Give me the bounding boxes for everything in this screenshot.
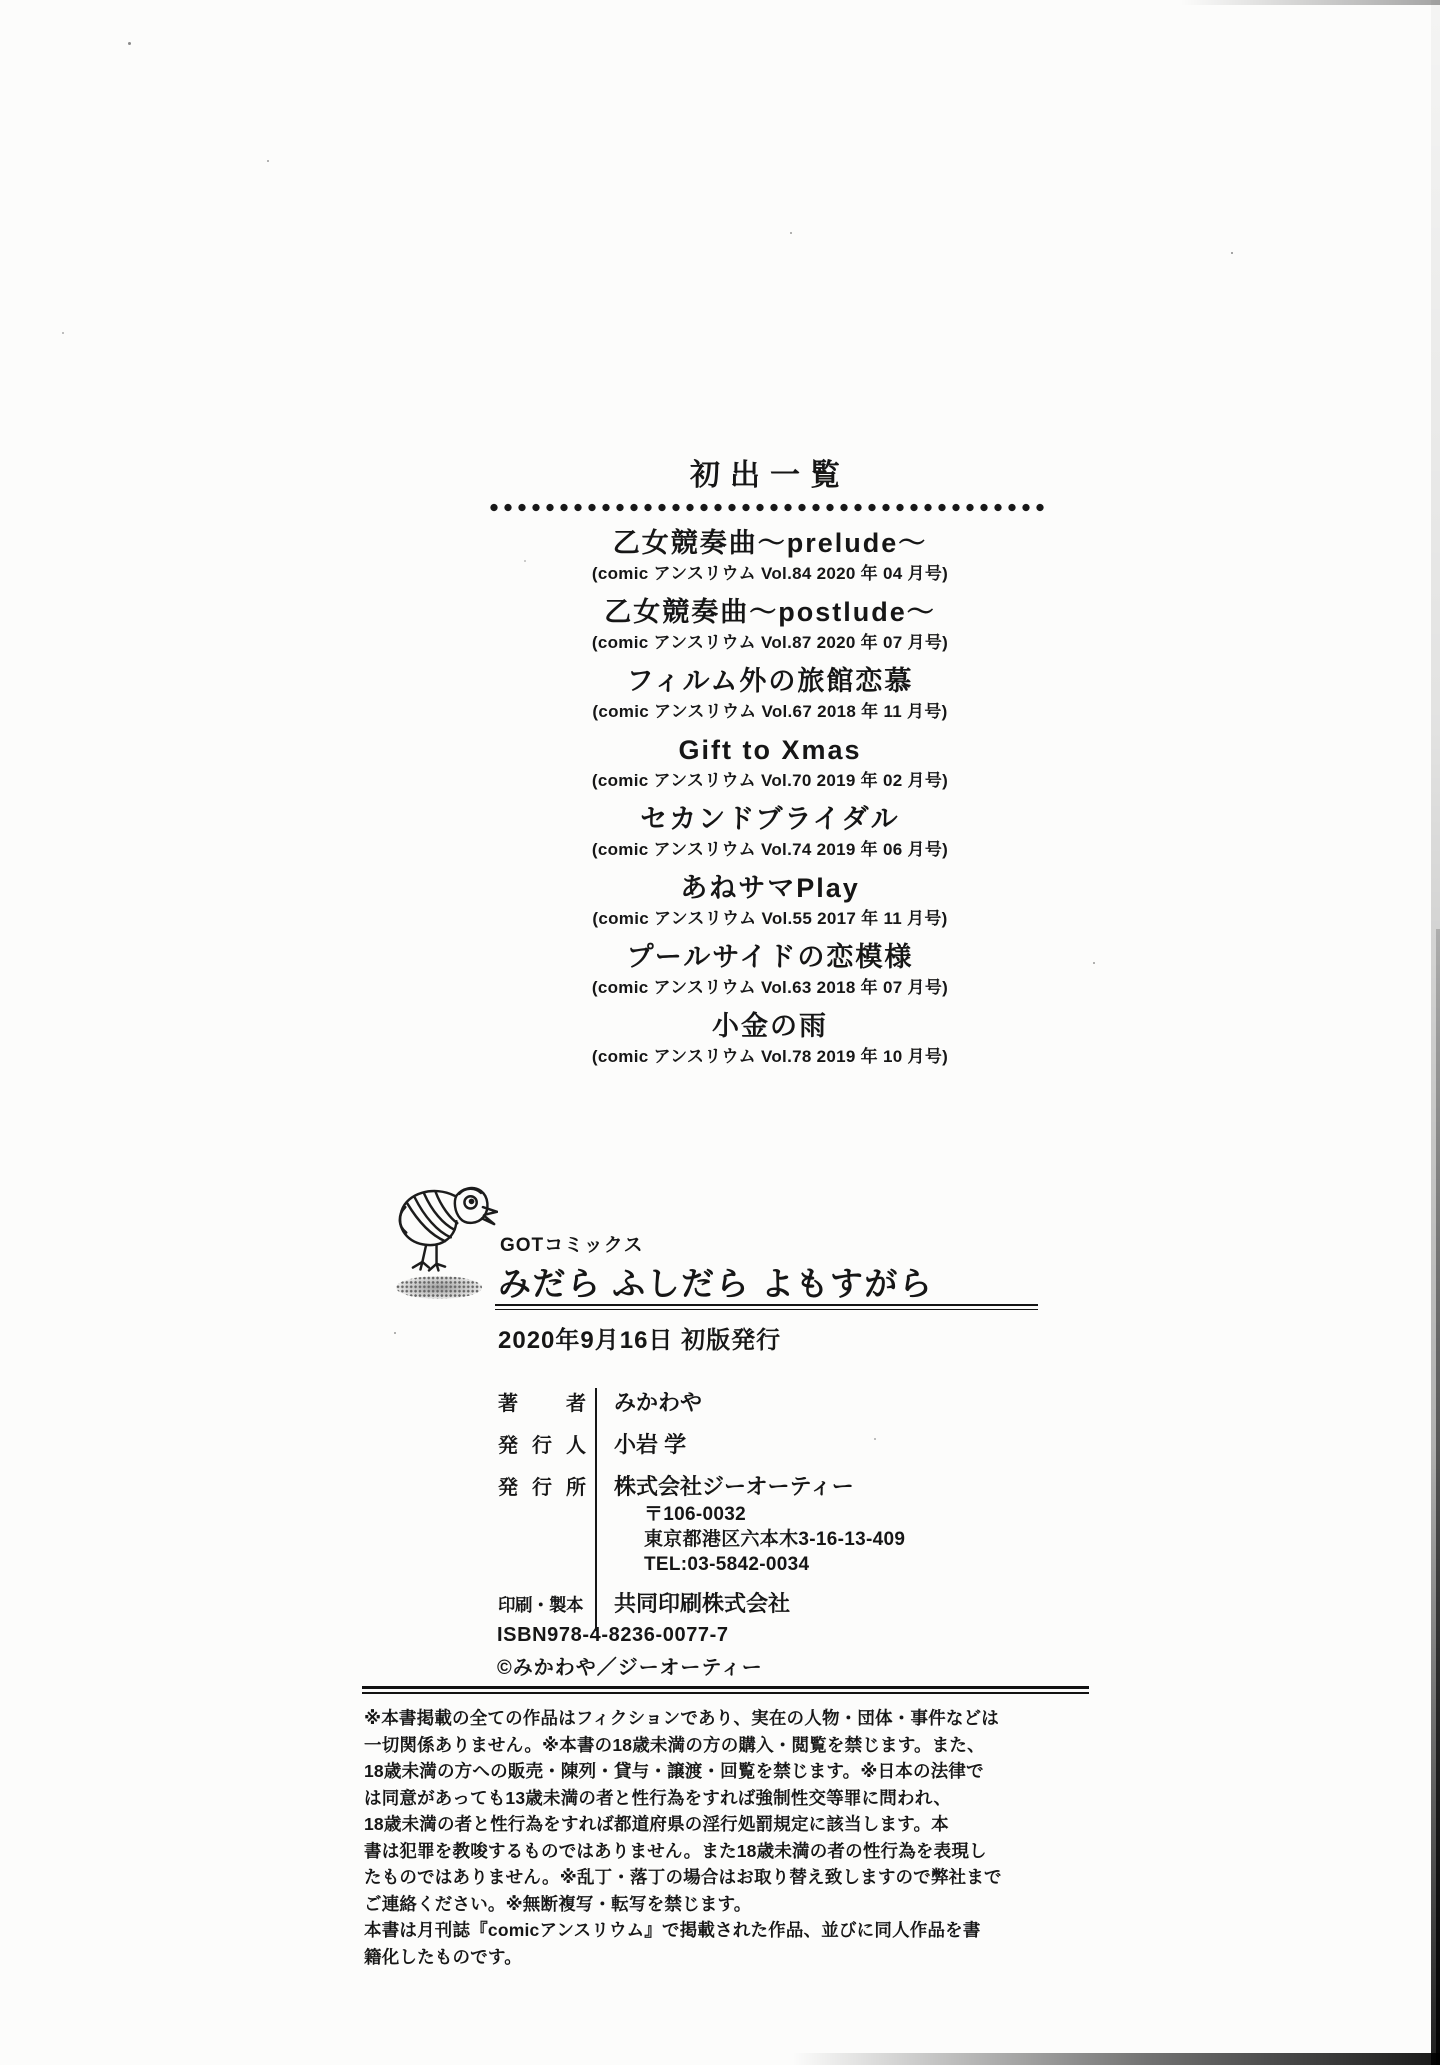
scan-speck — [874, 1438, 876, 1440]
disclaimer-line: 18歳未満の方への販売・陳列・貸与・譲渡・回覧を禁じます。※日本の法律で — [364, 1761, 984, 1781]
isbn: ISBN978-4-8236-0077-7 — [497, 1624, 729, 1646]
scan-speck — [1231, 252, 1233, 254]
row-value: みかわや — [595, 1388, 1058, 1430]
scan-speck — [790, 232, 792, 234]
entry-source: (comic アンスリウム Vol.78 2019 年 10 月号) — [591, 1047, 949, 1066]
scan-speck — [128, 42, 131, 45]
disclaimer-line: 籍化したものです。 — [364, 1946, 522, 1967]
bird-doodle-icon — [394, 1180, 498, 1272]
publisher-tel: TEL:03-5842-0034 — [644, 1554, 810, 1575]
publisher-name: 株式会社ジーオーティー — [614, 1474, 854, 1499]
legal-disclaimer — [364, 1705, 1092, 1970]
row-value: 共同印刷株式会社 — [595, 1589, 1058, 1631]
disclaimer-divider — [362, 1686, 1089, 1694]
publication-entry — [470, 871, 1070, 931]
row-value — [595, 1472, 1058, 1589]
copyright-line: ©みかわや／ジーオーティー — [497, 1657, 763, 1679]
entry-source: (comic アンスリウム Vol.87 2020 年 07 月号) — [591, 633, 949, 652]
entry-title: Gift to Xmas — [678, 735, 862, 765]
publication-entry — [470, 733, 1070, 793]
bird-shadow — [396, 1276, 482, 1299]
book-title: みだら ふしだら よもすがら — [498, 1265, 934, 1302]
entry-source: (comic アンスリウム Vol.74 2019 年 06 月号) — [591, 840, 949, 859]
disclaimer-line: たものではありません。※乱丁・落丁の場合はお取り替え致しますので弊社まで — [364, 1867, 1002, 1887]
scan-edge-bottom — [792, 2053, 1440, 2065]
title-underline — [495, 1304, 1038, 1310]
scan-edge-right-dark — [1436, 929, 1440, 2065]
entry-source: (comic アンスリウム Vol.70 2019 年 02 月号) — [591, 771, 949, 790]
entry-title: 乙女競奏曲～postlude～ — [604, 597, 936, 627]
table-row — [498, 1430, 1058, 1472]
first-publication-section — [470, 455, 1070, 1078]
publication-entry — [470, 595, 1070, 655]
entry-source: (comic アンスリウム Vol.63 2018 年 07 月号) — [591, 978, 949, 997]
dotted-divider — [490, 503, 1050, 512]
publication-entry — [470, 1009, 1070, 1069]
disclaimer-line: ご連絡ください。※無断複写・転写を禁じます。 — [364, 1893, 752, 1914]
scan-speck — [524, 560, 526, 562]
publisher-address: 東京都港区六本木3-16-13-409 — [644, 1529, 906, 1550]
row-label: 発行人 — [498, 1435, 586, 1457]
scan-speck — [1093, 962, 1095, 964]
publication-entry — [470, 802, 1070, 862]
publication-info-table — [498, 1388, 1058, 1631]
entry-source: (comic アンスリウム Vol.67 2018 年 11 月号) — [592, 702, 948, 721]
scan-speck — [62, 332, 64, 334]
entry-title: フィルム外の旅館恋慕 — [626, 666, 914, 696]
disclaimer-line: ※本書掲載の全ての作品はフィクションであり、実在の人物・団体・事件などは — [364, 1708, 999, 1728]
disclaimer-line: 本書は月刊誌『comicアンスリウム』で掲載された作品、並びに同人作品を書 — [364, 1920, 981, 1940]
row-label: 発行所 — [498, 1477, 586, 1499]
row-label: 著者 — [498, 1393, 586, 1415]
table-row — [498, 1388, 1058, 1430]
entry-title: セカンドブライダル — [640, 804, 900, 834]
entry-title: あねサマPlay — [680, 873, 860, 903]
entry-title: 小金の雨 — [712, 1011, 828, 1041]
scan-edge-top — [1180, 0, 1440, 5]
entry-title: 乙女競奏曲～prelude～ — [612, 528, 928, 558]
disclaimer-line: は同意があっても13歳未満の者と性行為をすれば強制性交等罪に問われ、 — [364, 1787, 952, 1808]
entry-title: プールサイドの恋模様 — [626, 942, 914, 972]
colophon-section — [0, 1180, 1440, 1700]
publication-entry — [470, 664, 1070, 724]
entry-source: (comic アンスリウム Vol.84 2020 年 04 月号) — [591, 564, 949, 583]
disclaimer-line: 書は犯罪を教唆するものではありません。また18歳未満の者の性行為を表現し — [364, 1840, 987, 1861]
publication-entry — [470, 940, 1070, 1000]
publication-entry — [470, 526, 1070, 586]
entry-source: (comic アンスリウム Vol.55 2017 年 11 月号) — [592, 909, 948, 928]
publisher-postal: 〒106-0032 — [644, 1504, 746, 1525]
edition-date: 2020年9月16日 初版発行 — [498, 1327, 782, 1354]
disclaimer-line: 一切関係ありません。※本書の18歳未満の方の購入・閲覧を禁じます。また、 — [364, 1734, 985, 1755]
scan-speck — [394, 1332, 396, 1334]
scan-speck — [267, 160, 269, 162]
imprint-label: GOTコミックス — [500, 1235, 644, 1256]
row-label: 印刷・製本 — [498, 1595, 583, 1615]
section-title: 初出一覧 — [690, 459, 850, 492]
row-value: 小岩 学 — [595, 1430, 1058, 1472]
table-row — [498, 1472, 1058, 1589]
disclaimer-line: 18歳未満の者と性行為をすれば都道府県の淫行処罰規定に該当します。本 — [364, 1814, 949, 1834]
